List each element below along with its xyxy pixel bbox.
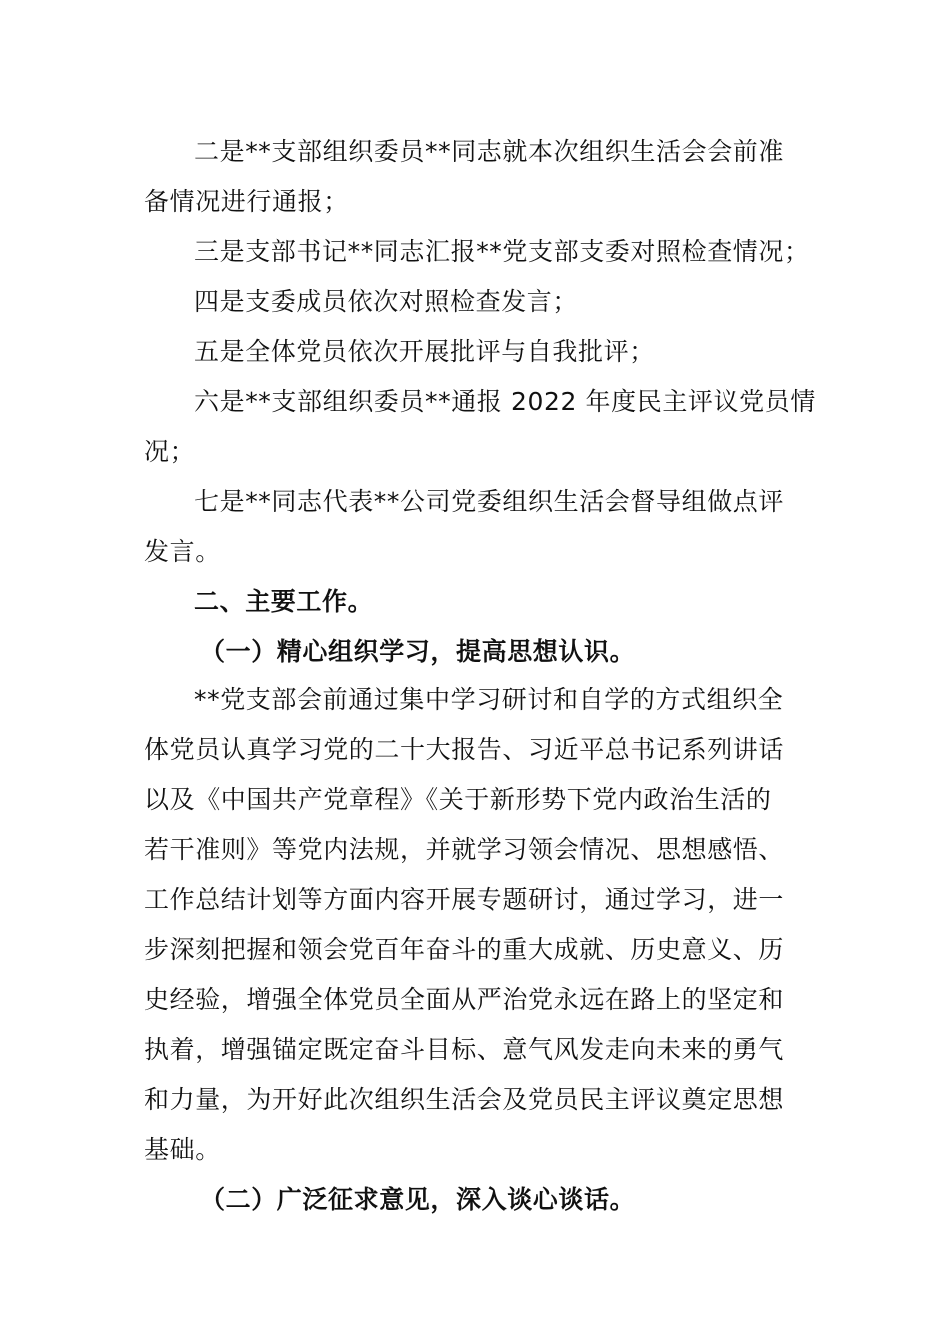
section-heading: 二、主要工作。 <box>194 587 374 616</box>
subsection-heading: （一）精心组织学习，提高思想认识。 <box>200 637 636 666</box>
text-line: 以及《中国共产党章程》《关于新形势下党内政治生活的 <box>144 785 772 814</box>
text-line: 况； <box>144 437 196 466</box>
text-line: 和力量，为开好此次组织生活会及党员民主评议奠定思想 <box>144 1085 785 1114</box>
text-line: 备情况进行通报； <box>144 187 349 216</box>
text-line: 执着，增强锚定既定奋斗目标、意气风发走向未来的勇气 <box>144 1035 785 1064</box>
text-line: 五是全体党员依次开展批评与自我批评； <box>194 337 655 366</box>
text-line: 四是支委成员依次对照检查发言； <box>194 287 579 316</box>
text-line: **党支部会前通过集中学习研讨和自学的方式组织全 <box>194 685 784 714</box>
text-line: 史经验，增强全体党员全面从严治党永远在路上的坚定和 <box>144 985 785 1014</box>
text-line: 基础。 <box>144 1135 221 1164</box>
text-line: 工作总结计划等方面内容开展专题研讨，通过学习，进一 <box>144 885 785 914</box>
text-line: 七是**同志代表**公司党委组织生活会督导组做点评 <box>194 487 785 516</box>
text-line: 六是**支部组织委员**通报 2022 年度民主评议党员情 <box>194 387 816 416</box>
text-line: 二是**支部组织委员**同志就本次组织生活会会前准 <box>194 137 785 166</box>
text-line: 步深刻把握和领会党百年奋斗的重大成就、历史意义、历 <box>144 935 785 964</box>
text-line: 体党员认真学习党的二十大报告、习近平总书记系列讲话 <box>144 735 785 764</box>
subsection-heading: （二）广泛征求意见，深入谈心谈话。 <box>200 1185 636 1214</box>
text-line: 若干准则》等党内法规，并就学习领会情况、思想感悟、 <box>144 835 785 864</box>
text-line: 三是支部书记**同志汇报**党支部支委对照检查情况； <box>194 237 810 266</box>
text-line: 发言。 <box>144 537 221 566</box>
